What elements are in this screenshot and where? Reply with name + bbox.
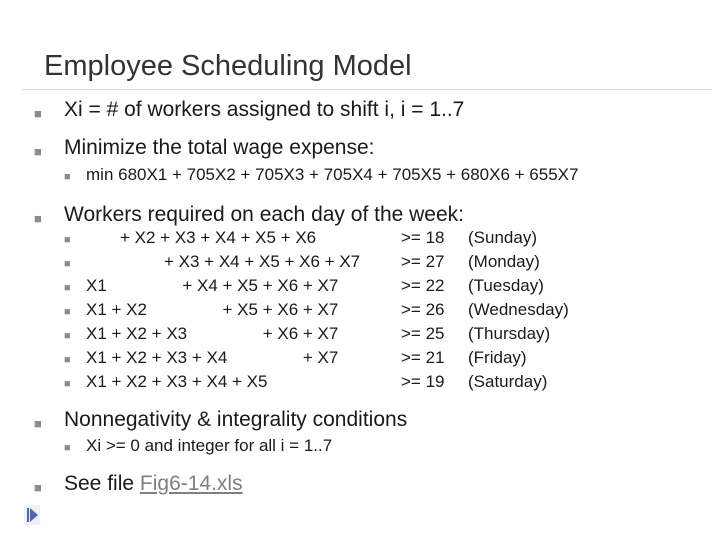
- constraint-day: (Thursday): [468, 324, 551, 343]
- bullet-see-file: [64, 472, 243, 496]
- constraint-rhs: >= 25: [401, 324, 445, 343]
- constraint-day: (Tuesday): [468, 276, 544, 295]
- constraint-day: (Saturday): [468, 372, 548, 391]
- constraint-lhs: X1 + X2 + X3 + X4 + X7: [86, 348, 339, 367]
- file-link[interactable]: Fig6-14.xls: [139, 472, 243, 495]
- constraint-day: (Monday): [468, 252, 540, 271]
- bullet-constraints: Workers required on each day of the week:: [64, 203, 464, 226]
- square-bullet-icon: ■: [64, 378, 71, 390]
- square-bullet-icon: ■: [34, 416, 42, 431]
- constraint-lhs: X1 + X2 + X3 + X6 + X7: [86, 324, 339, 343]
- page-title: Employee Scheduling Model: [44, 50, 412, 82]
- objective-function: min 680X1 + 705X2 + 705X3 + 705X4 + 705X5 + 680X6 + 655X7: [86, 165, 579, 184]
- square-bullet-icon: ■: [64, 171, 71, 183]
- constraint-lhs: X1 + X2 + X3 + X4 + X5: [86, 372, 268, 391]
- square-bullet-icon: ■: [64, 234, 71, 246]
- constraint-lhs: + X3 + X4 + X5 + X6 + X7: [164, 252, 361, 271]
- square-bullet-icon: ■: [64, 306, 71, 318]
- square-bullet-icon: ■: [64, 282, 71, 294]
- bullet-nonnegativity: Nonnegativity & integrality conditions: [64, 408, 408, 431]
- square-bullet-icon: ■: [64, 258, 71, 270]
- square-bullet-icon: ■: [34, 106, 42, 121]
- constraint-rhs: >= 21: [401, 348, 445, 367]
- constraint-lhs: X1 + X4 + X5 + X6 + X7: [86, 276, 339, 295]
- constraint-day: (Sunday): [468, 228, 537, 247]
- title-divider: [22, 89, 712, 90]
- constraint-rhs: >= 26: [401, 300, 445, 319]
- constraint-lhs: X1 + X2 + X5 + X6 + X7: [86, 300, 339, 319]
- see-file-text: See file: [64, 472, 140, 495]
- nonnegativity-condition: Xi >= 0 and integer for all i = 1..7: [86, 436, 333, 455]
- square-bullet-icon: ■: [34, 211, 42, 226]
- bullet-objective: Minimize the total wage expense:: [64, 136, 375, 159]
- constraint-rhs: >= 22: [401, 276, 445, 295]
- bullet-variable-definition: Xi = # of workers assigned to shift i, i = 1..7: [64, 98, 465, 121]
- constraint-day: (Wednesday): [468, 300, 569, 319]
- constraint-rhs: >= 27: [401, 252, 445, 271]
- slide-nav-icon[interactable]: [24, 505, 40, 525]
- square-bullet-icon: ■: [34, 144, 42, 159]
- square-bullet-icon: ■: [64, 330, 71, 342]
- constraint-lhs: + X2 + X3 + X4 + X5 + X6: [120, 228, 317, 247]
- square-bullet-icon: ■: [64, 442, 71, 454]
- constraint-day: (Friday): [468, 348, 527, 367]
- constraint-rhs: >= 18: [401, 228, 445, 247]
- constraint-rhs: >= 19: [401, 372, 445, 391]
- square-bullet-icon: ■: [64, 354, 71, 366]
- square-bullet-icon: ■: [34, 480, 42, 495]
